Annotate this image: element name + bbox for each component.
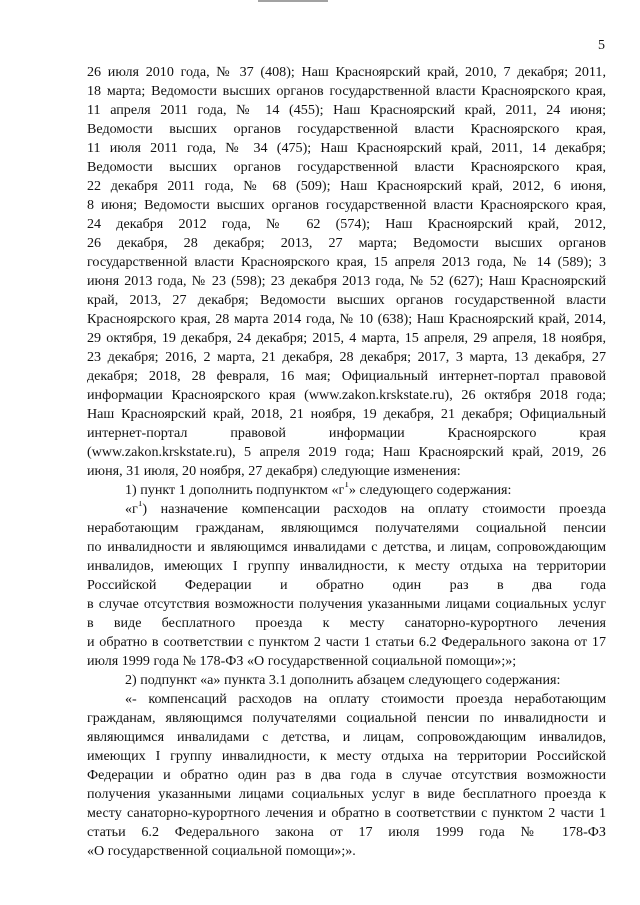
text-line: и обратно в соответствии с пунктом 2 части 1 статьи 6.2 Федерального закона от 17 (87, 634, 606, 650)
item-1-open: «г (125, 501, 138, 517)
text-line: Ведомости высших органов государственной власти Красноярского края, (87, 159, 606, 175)
item-1-first-text: ) назначение компенсации расходов на оплату стоимости проезда (142, 501, 606, 517)
text-line: Ведомости высших органов государственной власти Красноярского края, (87, 121, 606, 137)
superscript: 1 (344, 482, 349, 490)
item-1-heading-text: 1) пункт 1 дополнить подпунктом «г (125, 482, 345, 498)
item-1-heading (125, 482, 606, 499)
text-line: (www.zakon.krskstate.ru), 5 апреля 2019 года; Наш Красноярский край, 2019, 26 (87, 444, 606, 460)
item-1-first-line (125, 501, 606, 518)
item-1-heading-tail: » следующего содержания: (348, 482, 512, 498)
text-line: 8 июня; Ведомости высших органов государственной власти Красноярского края, (87, 197, 606, 213)
text-line: 23 декабря; 2016, 2 марта, 21 декабря, 28 декабря; 2017, 3 марта, 13 декабря, 27 (87, 349, 606, 365)
text-line: 29 октября, 19 декабря, 24 декабря; 2015, 4 марта, 15 апреля, 29 апреля, 18 ноября, (87, 330, 606, 346)
text-line: государственной власти Красноярского края, 15 апреля 2013 года, № 14 (589); 3 (87, 254, 606, 270)
text-line: являющимся инвалидами с детства, и лицам, сопровождающим инвалидов, (87, 729, 606, 745)
item-2-first-line: «- компенсаций расходов на оплату стоимости проезда неработающим (125, 691, 606, 707)
text-line: край, 2013, 27 декабря; Ведомости высших органов государственной власти (87, 292, 606, 308)
text-line: 11 апреля 2011 года, № 14 (455); Наш Красноярский край, 2011, 24 июня; (87, 102, 606, 118)
text-line: инвалидов, имеющих I группу инвалидности, к месту отдыха на территории (87, 558, 606, 574)
superscript: 1 (137, 501, 143, 509)
text-line: Российской Федерации и обратно один раз в два года (87, 577, 606, 593)
item-2-heading: 2) подпункт «а» пункта 3.1 дополнить абзацем следующего содержания: (125, 672, 561, 688)
text-line: по инвалидности и являющимся инвалидами с детства, и лицам, сопровождающим (87, 539, 606, 555)
text-line: в случае отсутствия возможности получения указанными лицами социальных услуг (87, 596, 606, 612)
text-line: месту санаторно-курортного лечения и обратно в соответствии с пунктом 2 части 1 (87, 805, 606, 821)
text-line: интернет-портал правовой информации Красноярского края (87, 425, 606, 441)
text-line: «О государственной социальной помощи»;». (87, 843, 356, 859)
scan-artifact-line (258, 0, 328, 2)
text-line: Наш Красноярский край, 2018, 21 ноября, 19 декабря, 21 декабря; Официальный (87, 406, 606, 422)
text-line: июня, 31 июля, 20 ноября, 27 декабря) следующие изменения: (87, 463, 461, 479)
text-line: июля 1999 года № 178-ФЗ «О государственной социальной помощи»;»; (87, 653, 517, 669)
text-line: получения указанными лицами социальных услуг в виде бесплатного проезда к (87, 786, 606, 802)
text-line: неработающим гражданам, являющимся получателями социальной пенсии (87, 520, 606, 536)
text-line: 22 декабря 2011 года, № 68 (509); Наш Красноярский край, 2012, 6 июня, (87, 178, 606, 194)
text-line: в виде бесплатного проезда к месту санаторно-курортного лечения (87, 615, 606, 631)
text-line: июня 2013 года, № 23 (598); 23 декабря 2013 года, № 52 (627); Наш Красноярский (87, 273, 606, 289)
text-line: 26 июля 2010 года, № 37 (408); Наш Красноярский край, 2010, 7 декабря; 2011, (87, 64, 606, 80)
text-line: Федерации и обратно один раз в два года в случае отсутствия возможности (87, 767, 606, 783)
text-line: гражданам, являющимся получателями социальной пенсии по инвалидности и (87, 710, 606, 726)
text-line: декабря; 2018, 28 февраля, 16 мая; Официальный интернет-портал правовой (87, 368, 606, 384)
text-line: 11 июля 2011 года, № 34 (475); Наш Красноярский край, 2011, 14 декабря; (87, 140, 606, 156)
text-line: 24 декабря 2012 года, № 62 (574); Наш Красноярский край, 2012, (87, 216, 606, 232)
text-line: информации Красноярского края (www.zakon.krskstate.ru), 26 октября 2018 года; (87, 387, 606, 403)
text-line: статьи 6.2 Федерального закона от 17 июля 1999 года № 178-ФЗ (87, 824, 606, 840)
text-line: Красноярского края, 28 марта 2014 года, № 10 (638); Наш Красноярский край, 2014, (87, 311, 606, 327)
text-line: 18 марта; Ведомости высших органов государственной власти Красноярского края, (87, 83, 606, 99)
text-line: 26 декабря, 28 декабря; 2013, 27 марта; Ведомости высших органов (87, 235, 606, 251)
page-number: 5 (598, 38, 605, 53)
text-line: имеющих I группу инвалидности, к месту отдыха на территории Российской (87, 748, 606, 764)
